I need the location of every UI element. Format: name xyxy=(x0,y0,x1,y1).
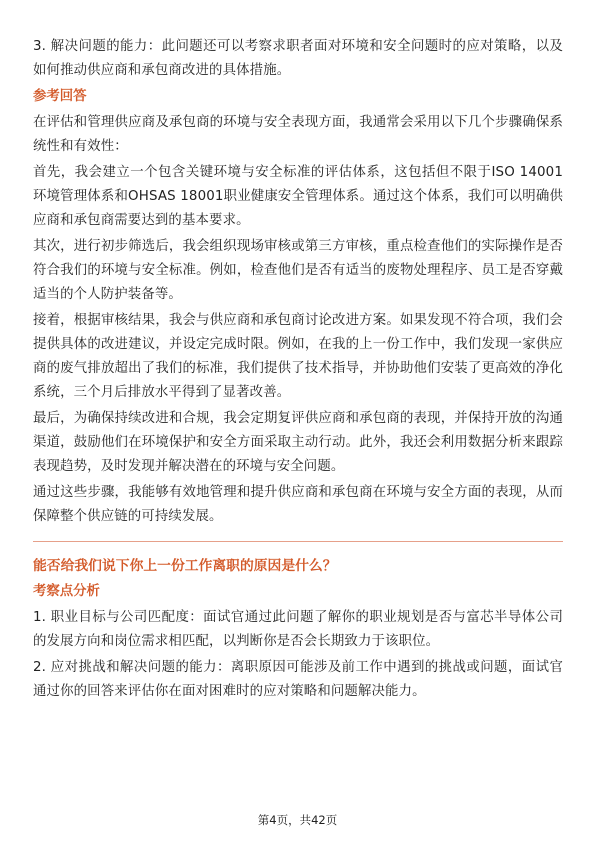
answer-paragraph: 在评估和管理供应商及承包商的环境与安全表现方面，我通常会采用以下几个步骤确保系统性和有效性： xyxy=(33,115,563,154)
document-body xyxy=(33,35,563,706)
page-number: 第4页，共42页 xyxy=(257,813,338,827)
analysis-point-3: 3. 解决问题的能力：此问题还可以考察求职者面对环境和安全问题时的应对策略，以及如何推动供应商和承包商改进的具体措施。 xyxy=(33,39,563,78)
answer-paragraph: 首先，我会建立一个包含关键环境与安全标准的评估体系，这包括但不限于ISO 14001环境管理体系和OHSAS 18001职业健康安全管理体系。通过这个体系，我们可以明确供应商和承包商需要达到的基本要求。 xyxy=(33,165,563,228)
analysis-point: 1. 职业目标与公司匹配度：面试官通过此问题了解你的职业规划是否与富芯半导体公司的发展方向和岗位需求相匹配，以判断你是否会长期致力于该职位。 xyxy=(33,610,563,649)
analysis-heading: 考察点分析 xyxy=(33,584,100,599)
answer-heading: 参考回答 xyxy=(33,89,87,104)
answer-paragraph: 接着，根据审核结果，我会与供应商和承包商讨论改进方案。如果发现不符合项，我们会提供具体的改进建议，并设定完成时限。例如，在我的上一份工作中，我们发现一家供应商的废气排放超出了我们的标准，我们提供了技术指导，并协助他们安装了更高效的净化系统，三个月后排放水平得到了显著改善。 xyxy=(33,313,563,400)
answer-paragraph: 其次，进行初步筛选后，我会组织现场审核或第三方审核，重点检查他们的实际操作是否符合我们的环境与安全标准。例如，检查他们是否有适当的废物处理程序、员工是否穿戴适当的个人防护装备等。 xyxy=(33,239,563,302)
answer-paragraph: 最后，为确保持续改进和合规，我会定期复评供应商和承包商的表现，并保持开放的沟通渠道，鼓励他们在环境保护和安全方面采取主动行动。此外，我还会利用数据分析来跟踪表现趋势，及时发现并解决潜在的环境与安全问题。 xyxy=(33,411,563,474)
analysis-point: 2. 应对挑战和解决问题的能力：离职原因可能涉及前工作中遇到的挑战或问题，面试官通过你的回答来评估你在面对困难时的应对策略和问题解决能力。 xyxy=(33,660,563,699)
interview-question: 能否给我们说下你上一份工作离职的原因是什么？ xyxy=(33,558,337,574)
section-divider xyxy=(33,541,563,542)
answer-paragraph: 通过这些步骤，我能够有效地管理和提升供应商和承包商在环境与安全方面的表现，从而保障整个供应链的可持续发展。 xyxy=(33,485,563,524)
